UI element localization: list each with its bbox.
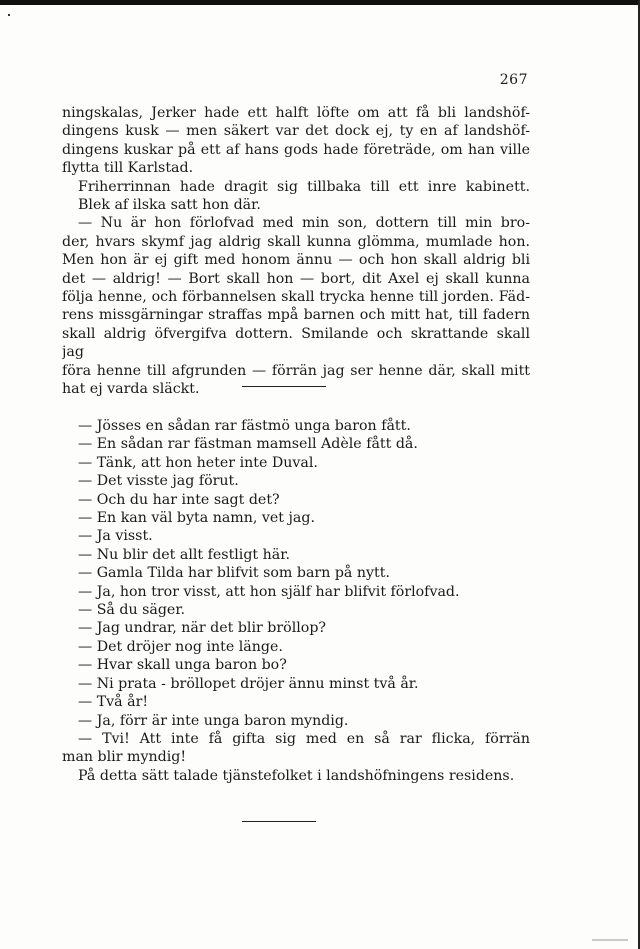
dialogue-line: — Jag undrar, när det blir bröllop? [78,620,327,637]
dialogue-line: — Så du säger. [78,602,186,619]
text-line: På detta sätt talade tjänstefolket i landshöfningens residens. [78,767,515,784]
dialogue-line: — Ja visst. [78,528,153,545]
dialogue-line: — Ni prata - bröllopet dröjer ännu minst två år. [78,675,419,692]
dialogue-line: — En kan väl byta namn, vet jag. [78,510,315,527]
dialogue-line: — Ja, hon tror visst, att hon själf har blifvit förlofvad. [78,583,460,600]
dialogue-line: — Det dröjer nog inte länge. [78,638,283,655]
text-line: hat ej varda släckt. [62,381,200,398]
text-line: ningskalas, Jerker hade ett halft löfte om att få bli landshöf- [62,105,530,121]
dialogue-line: — Jösses en sådan rar fästmö unga baron fått. [78,418,411,434]
dialogue-line: — Gamla Tilda har blifvit som barn på nytt. [78,565,390,582]
dialogue-line: — Nu blir det allt festligt här. [78,546,290,563]
section-divider [242,386,326,387]
text-line: Blek af ilska satt hon där. [78,197,261,214]
text-line: dingens kuskar på ett af hans gods hade företräde, om han ville [62,141,530,158]
dialogue-line: man blir myndig! [62,749,187,766]
text-line: föra henne till afgrunden — förrän jag ser henne där, skall mitt [62,362,530,379]
dialogue-line: — Det visste jag förut. [78,473,239,490]
dialogue-line: — Ja, förr är inte unga baron myndig. [78,712,349,729]
text-line: flytta till Karlstad. [62,160,194,177]
text-line: det — aldrig! — Bort skall hon — bort, dit Axel ej skall kunna [62,270,530,287]
text-line: der, hvars skymf jag aldrig skall kunna glömma, mumlade hon. [62,233,530,250]
text-line: skall aldrig öfvergifva dottern. Smilande och skrattande skall jag [62,325,530,361]
narrative-block [62,104,530,399]
text-line: rens missgärningar straffas mpå barnen och mitt hat, till fadern [62,307,530,324]
dialogue-line: — Och du har inte sagt det? [78,491,280,508]
scan-top-border [0,0,640,5]
text-line: följa henne, och förbannelsen skall trycka henne till jorden. Fäd- [62,289,530,306]
text-line: — Nu är hon förlofvad med min son, dottern till min bro- [78,215,530,232]
text-line: Friherrinnan hade dragit sig tillbaka till ett inre kabinett. [78,178,530,195]
text-line: Men hon är ej gift med honom ännu — och hon skall aldrig bli [62,252,530,269]
page-number: 267 [499,72,528,88]
dialogue-block [62,417,530,785]
dialogue-line: — Två år! [78,694,149,711]
dialogue-line: — En sådan rar fästman mamsell Adèle fått då. [78,436,418,453]
text-line: dingens kusk — men säkert var det dock ej, ty en af landshöf- [62,123,530,140]
dialogue-line: — Tänk, att hon heter inte Duval. [78,454,318,471]
section-divider [242,821,316,822]
scan-speck [8,14,10,16]
dialogue-line: — Tvi! Att inte få gifta sig med en så rar flicka, förrän [78,730,530,747]
dialogue-line: — Hvar skall unga baron bo? [78,657,287,674]
scan-noise [592,939,628,941]
